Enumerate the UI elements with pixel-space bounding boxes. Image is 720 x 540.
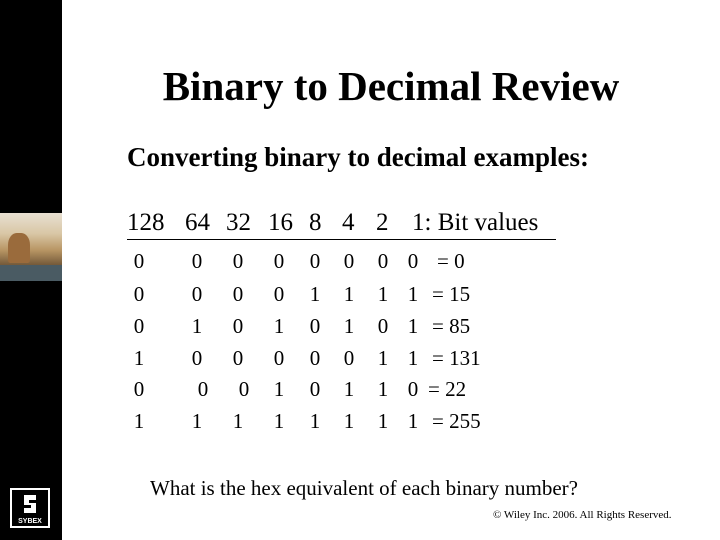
bit-cell: 0 <box>232 314 244 338</box>
bit-cell: 0 <box>377 249 389 273</box>
bit-cell: 1 <box>377 409 389 433</box>
decimal-result: = 255 <box>432 409 481 433</box>
bit-cell: 0 <box>133 314 145 338</box>
bit-cell: 1 <box>191 409 203 433</box>
bit-cell: 1 <box>191 314 203 338</box>
bit-cell: 0 <box>309 249 321 273</box>
sybex-logo-icon <box>16 493 44 515</box>
bit-cell: 1 <box>232 409 244 433</box>
bit-cell: 1 <box>407 314 419 338</box>
sea-shape <box>0 265 62 281</box>
logo-text: SYBEX <box>18 518 42 525</box>
slide-subtitle: Converting binary to decimal examples: <box>127 142 589 172</box>
bit-header-8: 8 <box>309 209 322 236</box>
bit-header-4: 4 <box>342 209 355 236</box>
bit-cell: 0 <box>343 346 355 370</box>
bit-cell: 0 <box>232 346 244 370</box>
bit-cell: 0 <box>407 249 419 273</box>
bit-cell: 0 <box>133 282 145 306</box>
bit-cell: 1 <box>309 409 321 433</box>
bit-cell: 0 <box>377 314 389 338</box>
bit-cell: 1 <box>343 377 355 401</box>
bit-cell: 1 <box>377 282 389 306</box>
bit-cell: 1 <box>407 346 419 370</box>
bit-cell: 0 <box>343 249 355 273</box>
bit-cell: 1 <box>273 314 285 338</box>
bit-header-32: 32 <box>226 209 251 236</box>
bit-cell: 0 <box>309 377 321 401</box>
bit-cell: 0 <box>407 377 419 401</box>
hex-question: What is the hex equivalent of each binary number? <box>150 476 578 500</box>
bit-cell: 1 <box>377 346 389 370</box>
bit-cell: 1 <box>377 377 389 401</box>
bit-cell: 0 <box>191 282 203 306</box>
header-underline <box>127 239 556 240</box>
bit-cell: 1 <box>407 409 419 433</box>
bit-cell: 0 <box>273 282 285 306</box>
bit-header-128: 128 <box>127 209 165 236</box>
decimal-result: = 85 <box>432 314 471 338</box>
bit-cell: 0 <box>232 249 244 273</box>
copyright-notice: © Wiley Inc. 2006. All Rights Reserved. <box>493 509 672 521</box>
bit-cell: 0 <box>133 377 145 401</box>
bit-cell: 1 <box>133 346 145 370</box>
bit-header-16: 16 <box>268 209 293 236</box>
bit-cell: 1 <box>273 409 285 433</box>
bit-cell: 1 <box>343 282 355 306</box>
decimal-result: = 15 <box>432 282 471 306</box>
bit-cell: 0 <box>309 346 321 370</box>
bit-cell: 0 <box>133 249 145 273</box>
coastline-thumbnail-image <box>0 213 62 281</box>
bit-cell: 1 <box>273 377 285 401</box>
bit-header-2: 2 <box>376 209 389 236</box>
bit-header-64: 64 <box>185 209 210 236</box>
sidebar <box>0 0 62 540</box>
decimal-result: = 22 <box>428 377 467 401</box>
bit-cell: 0 <box>232 282 244 306</box>
sybex-logo <box>10 488 50 528</box>
bit-cell: 0 <box>309 314 321 338</box>
bit-header-1: 1: Bit values <box>412 209 539 236</box>
bit-cell: 1 <box>407 282 419 306</box>
bit-cell: 1 <box>343 409 355 433</box>
bit-cell: 0 <box>273 346 285 370</box>
decimal-result: = 0 <box>437 249 465 273</box>
rock-shape <box>8 233 30 263</box>
slide-title: Binary to Decimal Review <box>162 63 620 109</box>
bit-cell: 0 <box>197 377 209 401</box>
bit-cell: 0 <box>191 249 203 273</box>
bit-cell: 1 <box>309 282 321 306</box>
bit-cell: 1 <box>133 409 145 433</box>
decimal-result: = 131 <box>432 346 481 370</box>
bit-cell: 0 <box>238 377 250 401</box>
bit-cell: 0 <box>191 346 203 370</box>
bit-cell: 1 <box>343 314 355 338</box>
bit-cell: 0 <box>273 249 285 273</box>
